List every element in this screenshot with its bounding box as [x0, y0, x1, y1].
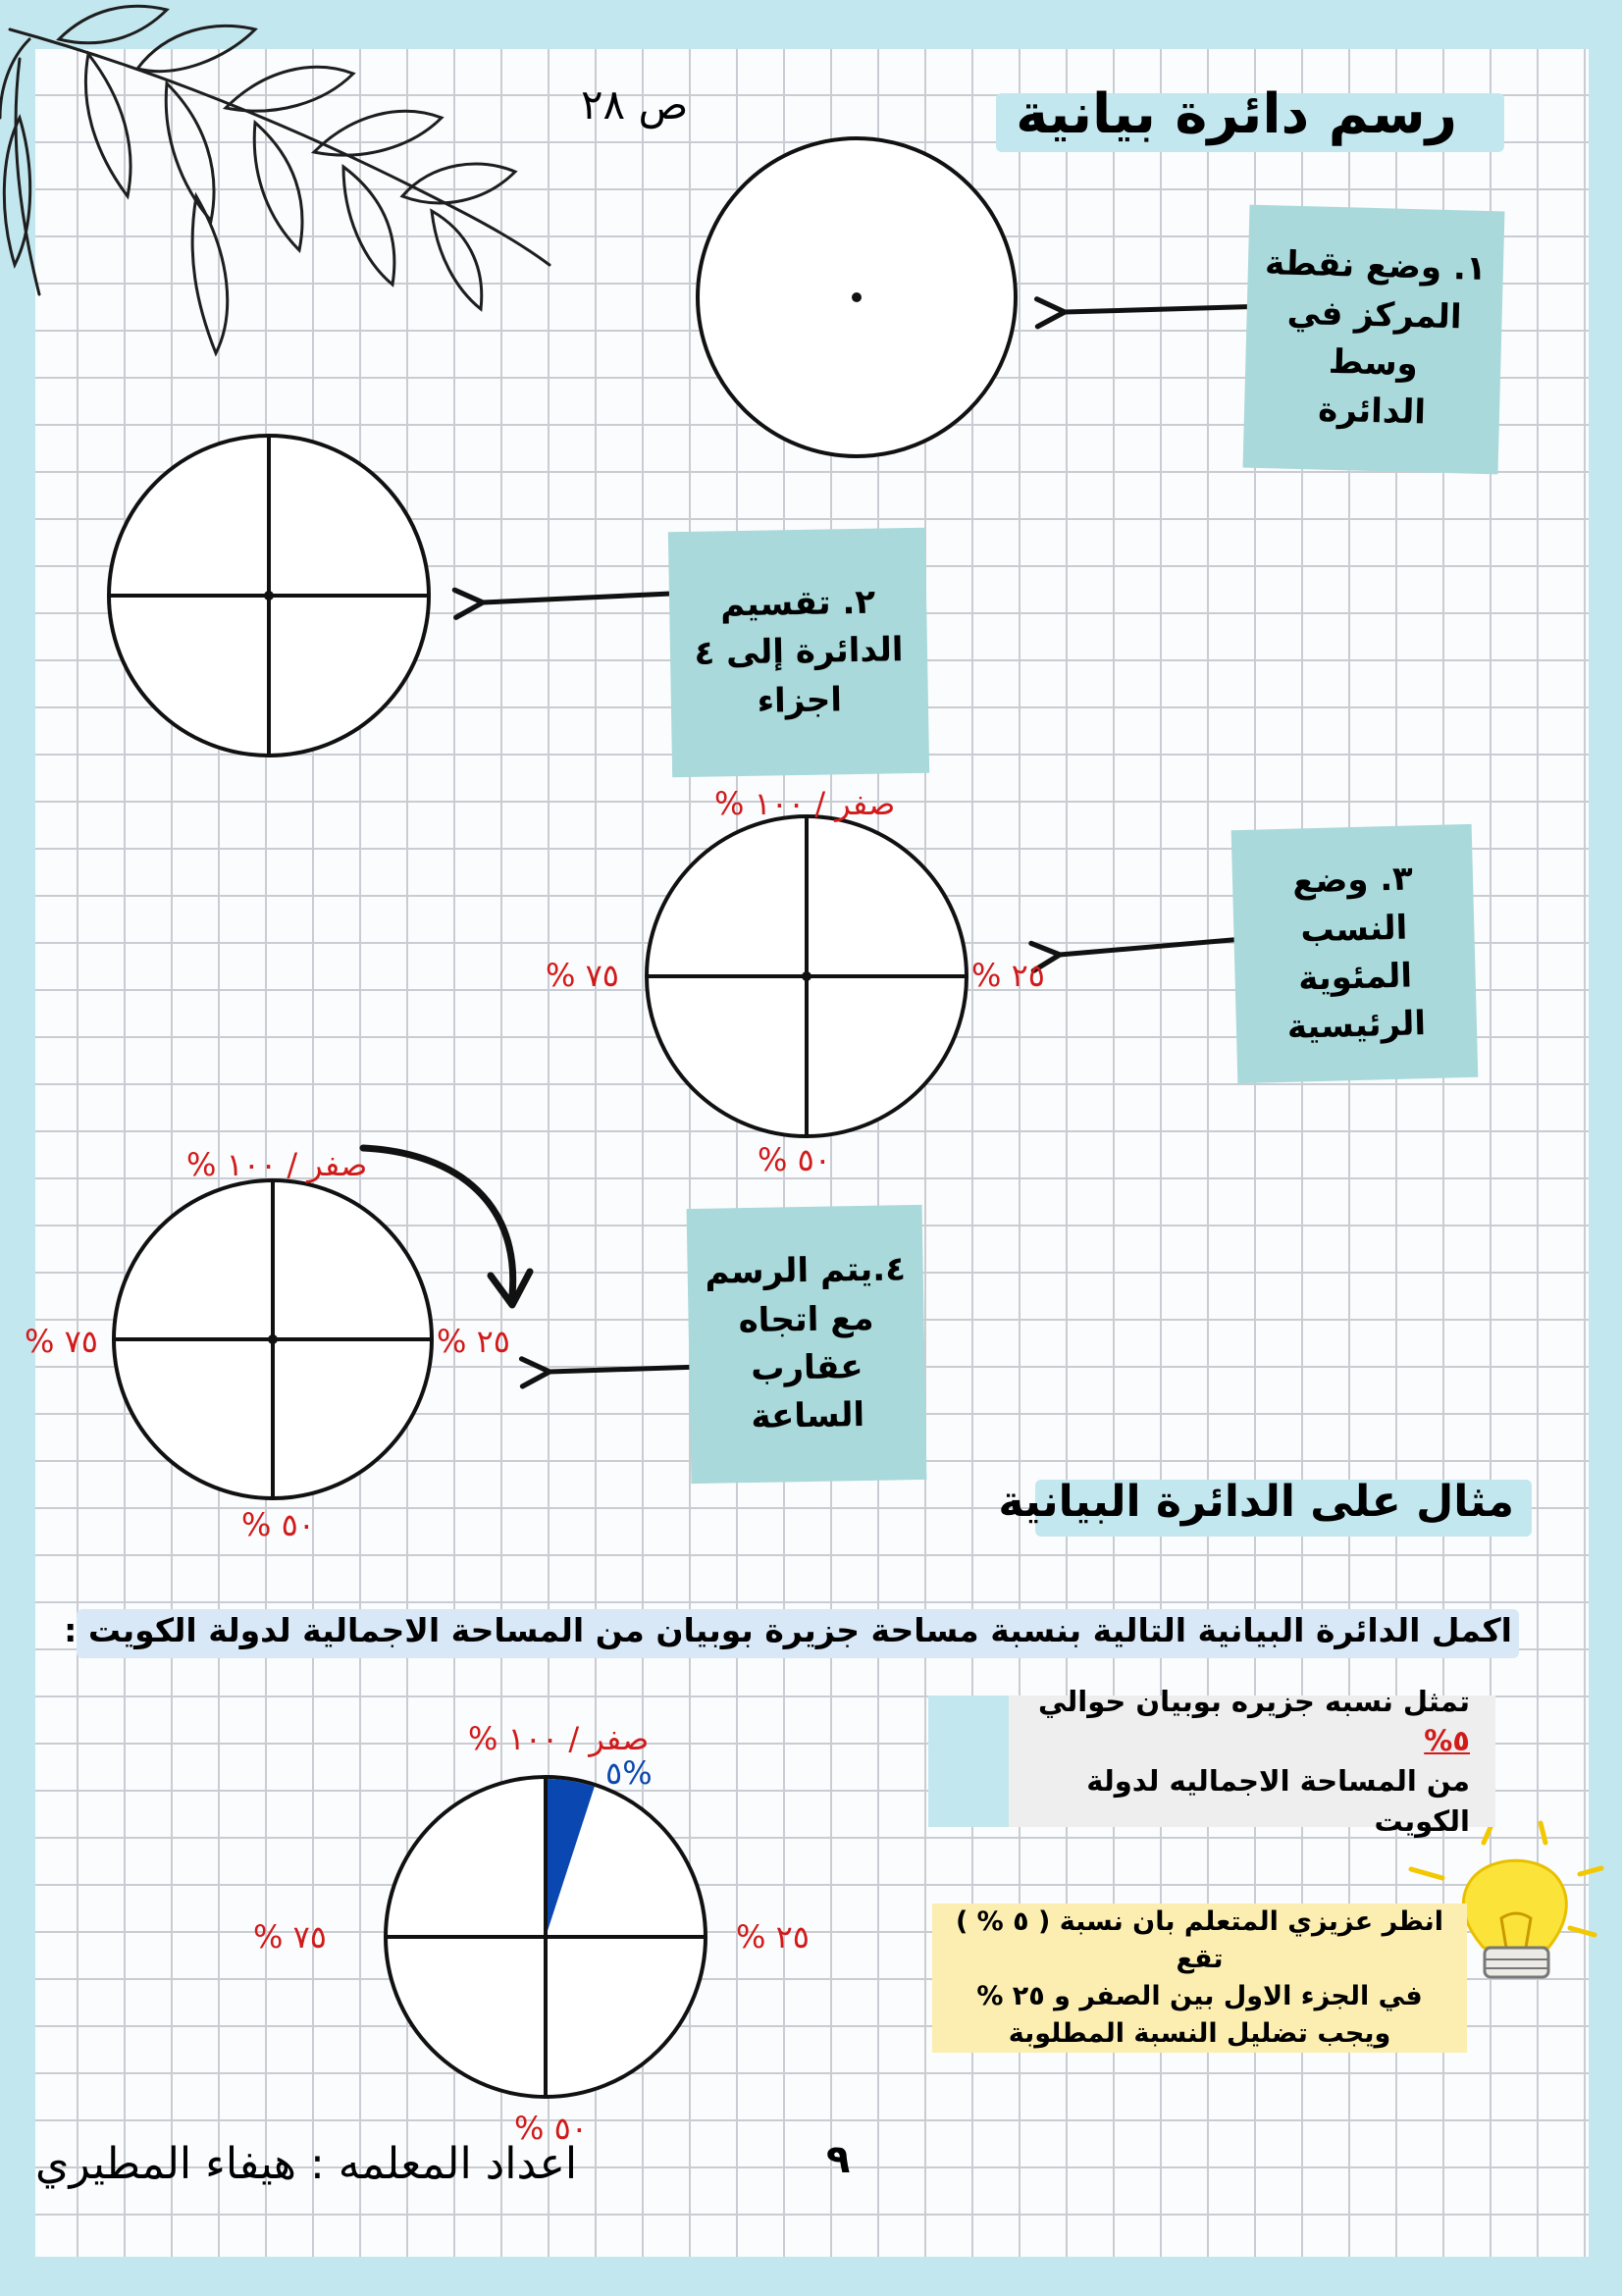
fact-box-tab	[928, 1696, 1011, 1827]
label-zero-hundred-pie: صفر / ١٠٠ %	[468, 1720, 650, 1757]
label-25-c4: ٢٥ %	[437, 1323, 510, 1360]
label-zero-hundred-c4: صفر / ١٠٠ %	[186, 1146, 368, 1183]
hint-line-1: انظر عزيزي المتعلم بان نسبة ( ٥ % ) تقع	[955, 1906, 1444, 1975]
fact-line-1	[1009, 1682, 1470, 1761]
label-25-pie: ٢٥ %	[736, 1918, 810, 1956]
step-text-4: ٤.يتم الرسم مع اتجاه عقارب الساعة	[705, 1249, 907, 1437]
leaf-branch-icon	[0, 6, 549, 353]
hint-line-3: ويجب تضليل النسبة المطلوبة	[1008, 2017, 1391, 2049]
label-75-c4: ٧٥ %	[25, 1323, 98, 1360]
label-75-c3: ٧٥ %	[546, 957, 619, 994]
step-note-1	[1243, 205, 1505, 475]
example-pie-chart	[386, 1777, 706, 2097]
page-number: ٩	[826, 2137, 851, 2182]
instruction-text: اكمل الدائرة البيانية التالية بنسبة مساحة جزيرة بوبيان من المساحة الاجمالية لدولة الكويت :	[64, 1611, 1512, 1649]
step-text-3: ٣. وضع النسب المئوية الرئيسية	[1286, 859, 1427, 1048]
fact-line-2: من المساحة الاجماليه لدولة الكويت	[1086, 1764, 1470, 1838]
label-50-c4: ٥٠ %	[241, 1506, 315, 1543]
step-note-4	[687, 1205, 927, 1484]
page-title: رسم دائرة بيانية	[1016, 82, 1457, 146]
label-50-c3: ٥٠ %	[758, 1141, 831, 1178]
label-75-pie: ٧٥ %	[253, 1918, 327, 1956]
footer-teacher: اعداد المعلمه : هيفاء المطيري	[35, 2139, 578, 2189]
label-25-c3: ٢٥ %	[971, 957, 1045, 994]
label-zero-hundred-c3: صفر / ١٠٠ %	[714, 785, 896, 822]
example-title: مثال على الدائرة البيانية	[998, 1477, 1514, 1527]
fact-line-1-prefix: تمثل نسبه جزيره بوبيان حوالي	[1038, 1684, 1470, 1718]
step-note-3	[1231, 824, 1479, 1083]
fact-value: ٥%	[1424, 1724, 1470, 1758]
step-text-2: ٢. تقسيم الدائرة إلى ٤ اجزاء	[694, 582, 904, 721]
step-text-1: ١. وضع نقطة المركز في وسط الدائرة	[1264, 243, 1488, 433]
step-note-2	[668, 528, 929, 778]
label-50-pie: ٥٠ %	[514, 2110, 588, 2147]
page-reference: ص ٢٨	[581, 80, 689, 129]
hint-line-2: في الجزء الاول بين الصفر و ٢٥ %	[976, 1981, 1423, 2011]
label-5-pie: %٥	[605, 1754, 653, 1792]
fact-box	[1009, 1684, 1495, 1838]
hint-box	[932, 1904, 1467, 2053]
